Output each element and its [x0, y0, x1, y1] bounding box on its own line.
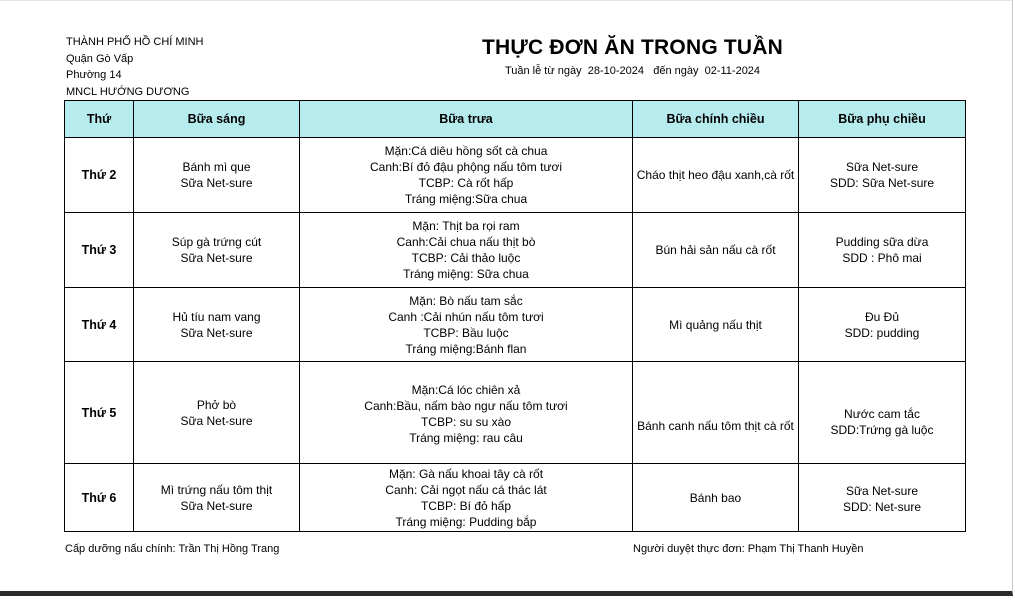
table-row: [65, 288, 966, 362]
menu-line: Mì quảng nấu thịt: [669, 317, 762, 332]
menu-line: SDD : Phô mai: [842, 251, 922, 265]
menu-line: Sữa Net-sure: [845, 483, 919, 498]
menu-line: TCBP: Cải thảo luộc: [411, 251, 521, 265]
menu-line: Tráng miệng: rau câu: [409, 431, 523, 445]
menu-line: SDD: Sữa Net-sure: [829, 176, 935, 190]
org-school: MNCL HƯỚNG DƯƠNG: [66, 85, 190, 98]
menu-line: Sữa Net-sure: [180, 413, 253, 428]
lunch-cell: [300, 288, 633, 362]
menu-line: Bánh mì que: [182, 160, 251, 174]
main-afternoon-cell: [633, 288, 799, 362]
menu-line: Mặn: Gà nấu khoai tây cà rốt: [388, 466, 544, 481]
menu-line: TCBP: Cà rốt hấp: [418, 176, 514, 190]
menu-line: Bánh canh nấu tôm thịt cà rốt: [637, 418, 794, 433]
menu-line: Pudding sữa dừa: [835, 235, 929, 249]
breakfast-cell: [134, 213, 300, 288]
breakfast-cell: [134, 464, 300, 532]
menu-line: Sữa Net-sure: [845, 160, 919, 174]
menu-line: Canh :Cải nhún nấu tôm tươi: [388, 309, 544, 324]
menu-line: Hủ tíu nam vang: [172, 309, 261, 324]
col-header-snack-afternoon: Bữa phụ chiều: [799, 101, 966, 138]
col-header-breakfast: Bữa sáng: [134, 101, 300, 138]
table-row: [65, 138, 966, 213]
week-to-date: 02-11-2024: [704, 65, 761, 77]
main-afternoon-cell: [633, 362, 799, 464]
org-ward: Phường 14: [66, 69, 122, 81]
menu-line: Mặn:Cá lóc chiên xả: [411, 383, 521, 397]
snack-afternoon-cell: [799, 362, 966, 464]
breakfast-cell: [134, 138, 300, 213]
lunch-cell: [300, 464, 633, 532]
menu-line: Mặn:Cá diêu hồng sốt cà chua: [384, 144, 548, 158]
menu-line: Canh:Bầu, nấm bào ngư nấu tôm tươi: [364, 399, 568, 413]
day-cell: Thứ 2: [65, 138, 134, 213]
menu-line: Tráng miệng: Sữa chua: [403, 267, 529, 281]
table-row: [65, 464, 966, 532]
menu-line: TCBP: su su xào: [420, 415, 512, 429]
menu-line: Sữa Net-sure: [180, 498, 253, 513]
main-afternoon-cell: [633, 464, 799, 532]
cook-label: Cấp dưỡng nấu chính:: [65, 543, 176, 555]
breakfast-cell: [134, 288, 300, 362]
snack-afternoon-cell: [799, 288, 966, 362]
org-district: Quận Gò Vấp: [66, 52, 134, 65]
col-header-main-afternoon: Bữa chính chiều: [633, 101, 799, 138]
table-row: [65, 362, 966, 464]
snack-afternoon-cell: [799, 464, 966, 532]
menu-line: Súp gà trứng cút: [171, 235, 262, 249]
day-cell: Thứ 3: [65, 213, 134, 288]
main-afternoon-cell: [633, 138, 799, 213]
menu-line: TCBP: Bí đỏ hấp: [420, 498, 512, 513]
menu-line: Mặn: Thịt ba rọi ram: [412, 219, 520, 233]
page-title: THỰC ĐƠN ĂN TRONG TUẦN: [481, 36, 784, 59]
menu-line: Sữa Net-sure: [180, 325, 253, 340]
cook-signature: [65, 543, 279, 555]
approver-signature: [633, 543, 864, 555]
menu-line: Phở bò: [196, 397, 237, 412]
menu-line: Mì trứng nấu tôm thịt: [160, 482, 273, 497]
organization-block: [66, 34, 204, 100]
menu-line: Sữa Net-sure: [180, 176, 253, 190]
week-from-date: 28-10-2024: [587, 65, 645, 77]
menu-line: Canh:Bí đỏ đậu phộng nấu tôm tươi: [369, 160, 563, 174]
day-cell: Thứ 4: [65, 288, 134, 362]
menu-line: Tráng miệng:Sữa chua: [404, 192, 528, 206]
weekly-menu-table: [64, 100, 966, 532]
snack-afternoon-cell: [799, 138, 966, 213]
menu-line: SDD: pudding: [844, 325, 920, 340]
table-header-row: [65, 101, 966, 138]
menu-line: TCBP: Bầu luộc: [423, 325, 509, 340]
lunch-cell: [300, 362, 633, 464]
lunch-cell: [300, 138, 633, 213]
menu-line: Canh: Cải ngọt nấu cá thác lát: [385, 482, 547, 497]
main-afternoon-cell: [633, 213, 799, 288]
menu-line: Canh:Cải chua nấu thịt bò: [396, 235, 536, 249]
menu-line: Cháo thịt heo đậu xanh,cà rốt: [636, 168, 795, 182]
day-cell: Thứ 5: [65, 362, 134, 464]
menu-line: Tráng miệng: Pudding bắp: [395, 514, 537, 529]
snack-afternoon-cell: [799, 213, 966, 288]
menu-line: SDD:Trứng gà luộc: [830, 422, 934, 437]
menu-line: Bún hải sản nấu cà rốt: [655, 243, 776, 257]
approver-label: Người duyệt thực đơn:: [633, 543, 745, 555]
week-mid: đến ngày: [653, 65, 699, 77]
menu-line: Sữa Net-sure: [180, 251, 253, 265]
col-header-day: Thứ: [65, 101, 134, 138]
breakfast-cell: [134, 362, 300, 464]
lunch-cell: [300, 213, 633, 288]
menu-line: Tráng miệng:Bánh flan: [405, 341, 527, 356]
week-prefix: Tuần lễ từ ngày: [504, 65, 582, 77]
org-city: THÀNH PHỐ HỒ CHÍ MINH: [66, 36, 204, 48]
day-cell: Thứ 6: [65, 464, 134, 532]
menu-line: SDD: Net-sure: [842, 499, 922, 514]
approver-name: Phạm Thị Thanh Huyền: [747, 543, 864, 555]
menu-line: Bánh bao: [689, 490, 742, 505]
cook-name: Trần Thị Hồng Trang: [178, 543, 280, 555]
menu-line: Đu Đủ: [864, 309, 899, 324]
week-range: [480, 65, 785, 77]
table-row: [65, 213, 966, 288]
menu-line: Mặn: Bò nấu tam sắc: [409, 293, 523, 308]
col-header-lunch: Bữa trưa: [300, 101, 633, 138]
menu-line: Nước cam tắc: [844, 406, 920, 421]
